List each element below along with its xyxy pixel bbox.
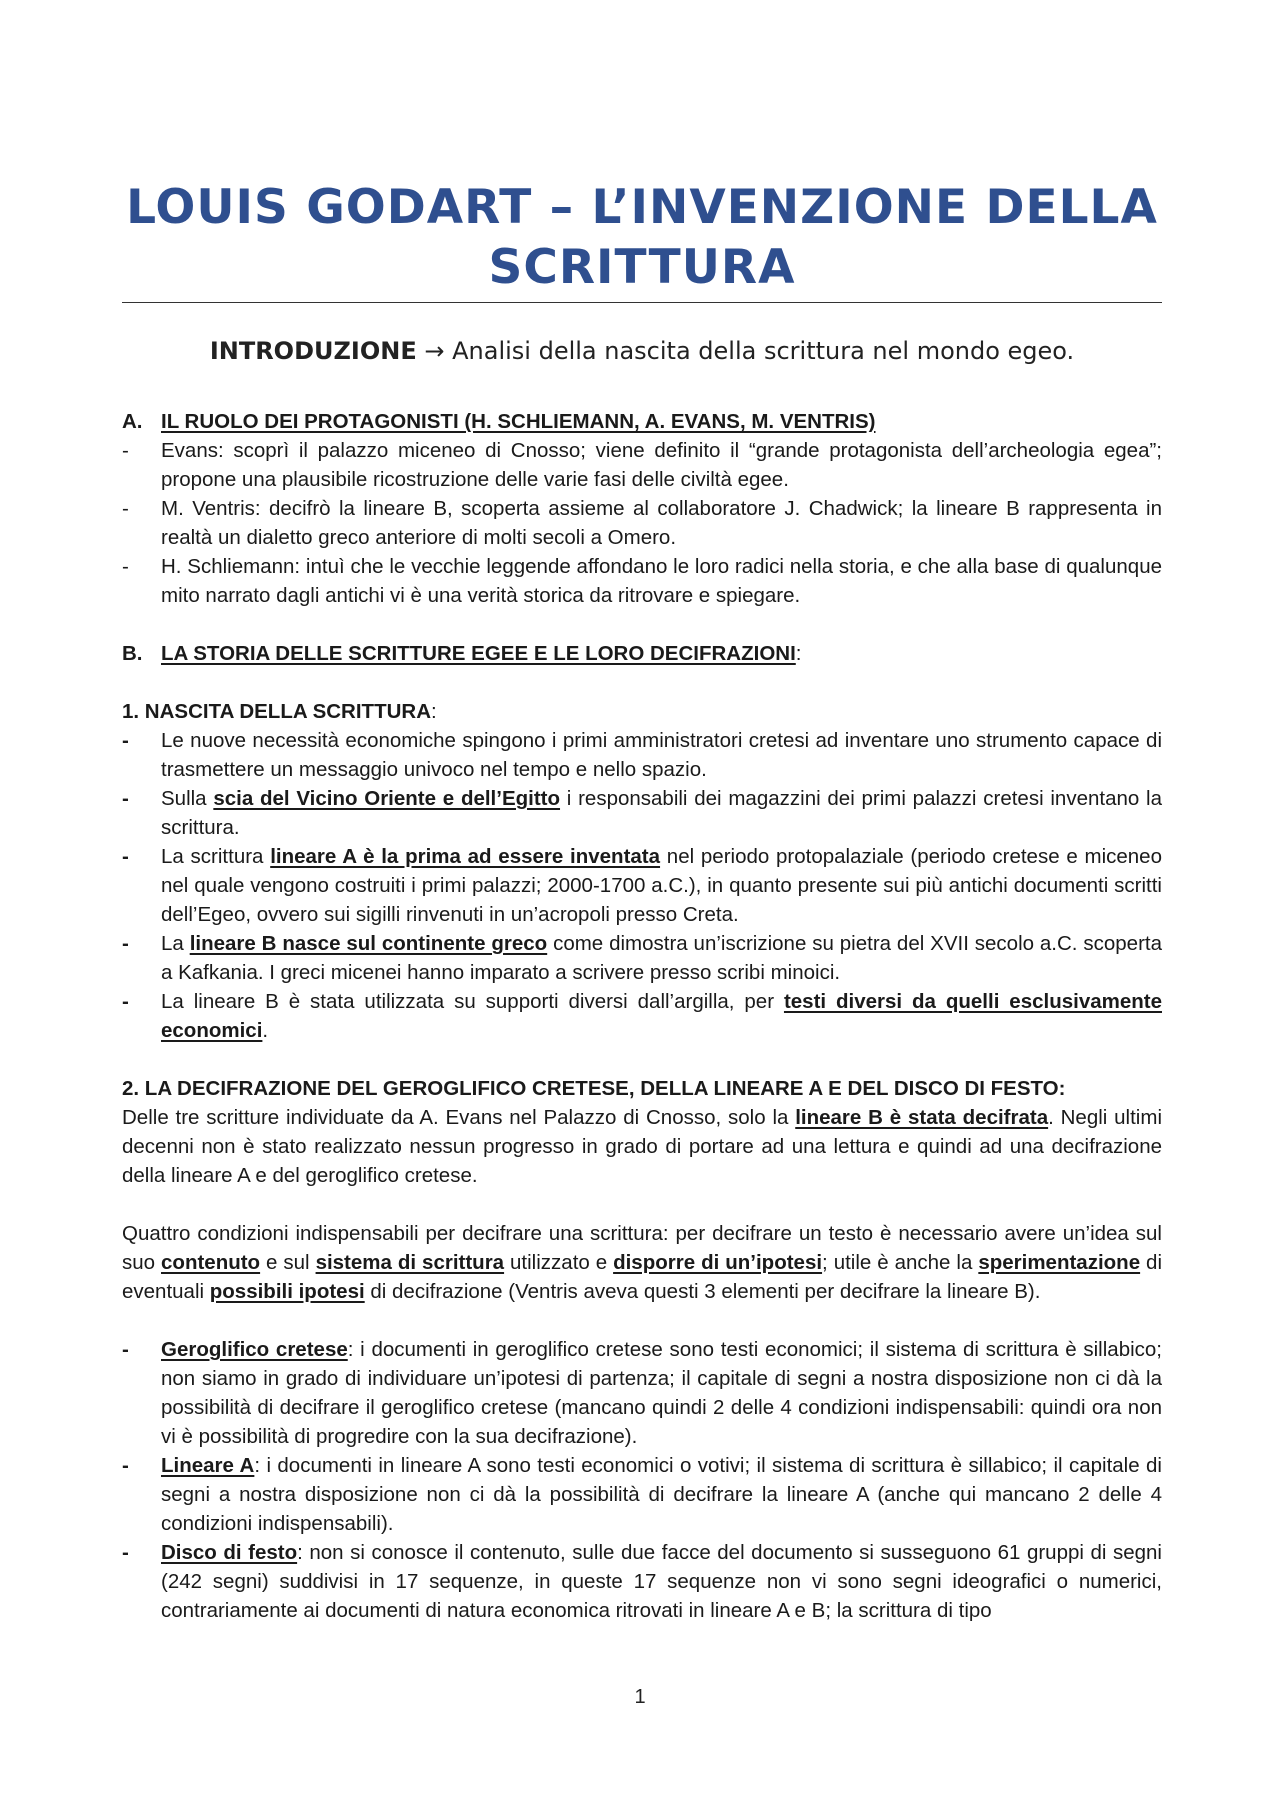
list-item: - H. Schliemann: intuì che le vecchie leggende affondano le loro radici nella storia, e che alla base di qualunque mito narrato dagli antichi vi è una verità storica da ritrovare e spiegare. bbox=[122, 552, 1162, 610]
section-a-title: IL RUOLO DEI PROTAGONISTI (H. SCHLIEMANN, A. EVANS, M. VENTRIS) bbox=[161, 410, 876, 433]
emphasis-text: disporre di un’ipotesi bbox=[613, 1251, 823, 1274]
section-a-heading bbox=[122, 407, 1162, 436]
paragraph bbox=[122, 1103, 1162, 1190]
list-item-text: : i documenti in geroglifico cretese sono testi economici; il sistema di scrittura è sillabico; non siamo in grado di individuare un’ipotesi di partenza; il capitale di segni a nostra disposizione non ci dà la possibilità di decifrare il geroglifico cretese (mancano quindi 2 delle 4 condizioni indispensabili: quindi ora non vi è possibilità di progredire con la sua decifrazione). bbox=[161, 1338, 1162, 1448]
list-item bbox=[122, 726, 1162, 784]
list-item-text: Le nuove necessità economiche spingono i primi amministratori cretesi ad inventare uno strumento capace di trasmettere un messaggio univoco nel tempo e nello spazio. bbox=[161, 729, 1162, 781]
part-1-colon: : bbox=[431, 700, 437, 723]
intro-text: Analisi della nascita della scrittura nel mondo egeo. bbox=[452, 337, 1075, 365]
list-item-text: La lineare B è stata utilizzata su supporti diversi dall’argilla, per bbox=[161, 990, 784, 1013]
emphasis-text: Lineare A bbox=[161, 1454, 255, 1477]
list-item-text: nel periodo protopalaziale (periodo cretese e miceneo nel quale vengono costruiti i primi palazzi; 2000-1700 a.C.), in quanto presente sui più antichi documenti scritti dell’Egeo, ovvero sui sigilli rinvenuti in un’acropoli presso Creta. bbox=[161, 845, 1162, 926]
section-b-title: LA STORIA DELLE SCRITTURE EGEE E LE LORO DECIFRAZIONI bbox=[161, 642, 796, 665]
section-a-letter: A. bbox=[122, 410, 143, 433]
list-item-text: : i documenti in lineare A sono testi economici o votivi; il sistema di scrittura è sillabico; il capitale di segni a nostra disposizione non ci dà la possibilità di decifrare la lineare A (anche qui mancano 2 delle 4 condizioni indispensabili). bbox=[161, 1454, 1162, 1535]
paragraph-text: di eventuali bbox=[122, 1251, 1163, 1303]
title-line-1: LOUIS GODART – L’INVENZIONE DELLA bbox=[126, 180, 1158, 235]
page-number: 1 bbox=[634, 1686, 646, 1708]
list-item-text: Sulla bbox=[161, 787, 214, 810]
title-divider bbox=[122, 302, 1162, 303]
list-item-text: come dimostra un’iscrizione su pietra del XVII secolo a.C. scoperta a Kafkania. I greci micenei hanno imparato a scrivere presso scribi minoici. bbox=[161, 932, 1163, 984]
list-item: - M. Ventris: decifrò la lineare B, scoperta assieme al collaboratore J. Chadwick; la lineare B rappresenta in realtà un dialetto greco anteriore di molti secoli a Omero. bbox=[122, 494, 1162, 552]
section-a-list bbox=[122, 436, 1162, 610]
emphasis-text: lineare A è la prima ad essere inventata bbox=[270, 845, 661, 868]
list-item-text: : non si conosce il contenuto, sulle due facce del documento si susseguono 61 gruppi di segni (242 segni) suddivisi in 17 sequenze, in queste 17 sequenze non vi sono segni ideografici o numerici, contrariamente ai documenti di natura economica ritrovati in lineare A e B; la scrittura di tipo bbox=[161, 1541, 1162, 1622]
paragraph-text: Delle tre scritture individuate da A. Evans nel Palazzo di Cnosso, solo la bbox=[122, 1106, 796, 1129]
paragraph-text: Quattro condizioni indispensabili per decifrare una scrittura: per decifrare un testo è necessario avere un’idea sul suo bbox=[122, 1222, 1162, 1274]
emphasis-text: possibili ipotesi bbox=[209, 1280, 365, 1303]
document-page bbox=[122, 0, 1162, 1625]
part-2-list bbox=[122, 1335, 1162, 1625]
document-title bbox=[122, 178, 1162, 298]
list-item bbox=[122, 1538, 1162, 1625]
emphasis-text: lineare B nasce sul continente greco bbox=[189, 932, 548, 955]
emphasis-text: testi diversi da quelli esclusivamente economici bbox=[161, 990, 1162, 1042]
part-1-heading bbox=[122, 697, 1162, 726]
list-item-text: i responsabili dei magazzini dei primi palazzi cretesi inventano la scrittura. bbox=[161, 787, 1162, 839]
emphasis-text: scia del Vicino Oriente e dell’Egitto bbox=[213, 787, 561, 810]
emphasis-text: contenuto bbox=[161, 1251, 261, 1274]
paragraph-text: utilizzato e bbox=[504, 1251, 614, 1274]
document-body bbox=[122, 407, 1162, 1625]
list-item: - Evans: scoprì il palazzo miceneo di Cnosso; viene definito il “grande protagonista dell’archeologia egea”; propone una plausibile ricostruzione delle varie fasi delle civiltà egee. bbox=[122, 436, 1162, 494]
emphasis-text: sperimentazione bbox=[978, 1251, 1141, 1274]
emphasis-text: lineare B è stata decifrata bbox=[795, 1106, 1049, 1129]
introduction-line bbox=[122, 337, 1162, 365]
section-b-heading bbox=[122, 639, 1162, 668]
emphasis-text: Disco di festo bbox=[161, 1541, 298, 1564]
paragraph-text: ; utile è anche la bbox=[822, 1251, 979, 1274]
list-item bbox=[122, 1335, 1162, 1451]
section-b-letter: B. bbox=[122, 642, 143, 665]
list-item-text: La bbox=[161, 932, 190, 955]
paragraph-text: . Negli ultimi decenni non è stato realizzato nessun progresso in grado di portare ad una lettura e quindi ad una decifrazione della lineare A e del geroglifico cretese. bbox=[122, 1106, 1162, 1187]
list-item bbox=[122, 1451, 1162, 1538]
section-b-colon: : bbox=[795, 642, 802, 665]
right-arrow-icon: → bbox=[424, 337, 445, 365]
part-2-heading: 2. LA DECIFRAZIONE DEL GEROGLIFICO CRETESE, DELLA LINEARE A E DEL DISCO DI FESTO: bbox=[122, 1077, 1066, 1100]
list-item bbox=[122, 987, 1162, 1045]
emphasis-text: sistema di scrittura bbox=[315, 1251, 505, 1274]
list-item bbox=[122, 929, 1162, 987]
part-1-list bbox=[122, 726, 1162, 1045]
list-item bbox=[122, 784, 1162, 842]
list-item-text: . bbox=[262, 1019, 269, 1042]
part-1-title: 1. NASCITA DELLA SCRITTURA bbox=[122, 700, 432, 723]
paragraph-text: e sul bbox=[260, 1251, 316, 1274]
intro-label: INTRODUZIONE bbox=[209, 337, 417, 365]
emphasis-text: Geroglifico cretese bbox=[161, 1338, 348, 1361]
list-item-text: La scrittura bbox=[161, 845, 271, 868]
paragraph-text: di decifrazione (Ventris aveva questi 3 elementi per decifrare la lineare B). bbox=[364, 1280, 1041, 1303]
title-line-2: SCRITTURA bbox=[488, 240, 796, 295]
paragraph bbox=[122, 1219, 1162, 1306]
list-item bbox=[122, 842, 1162, 929]
